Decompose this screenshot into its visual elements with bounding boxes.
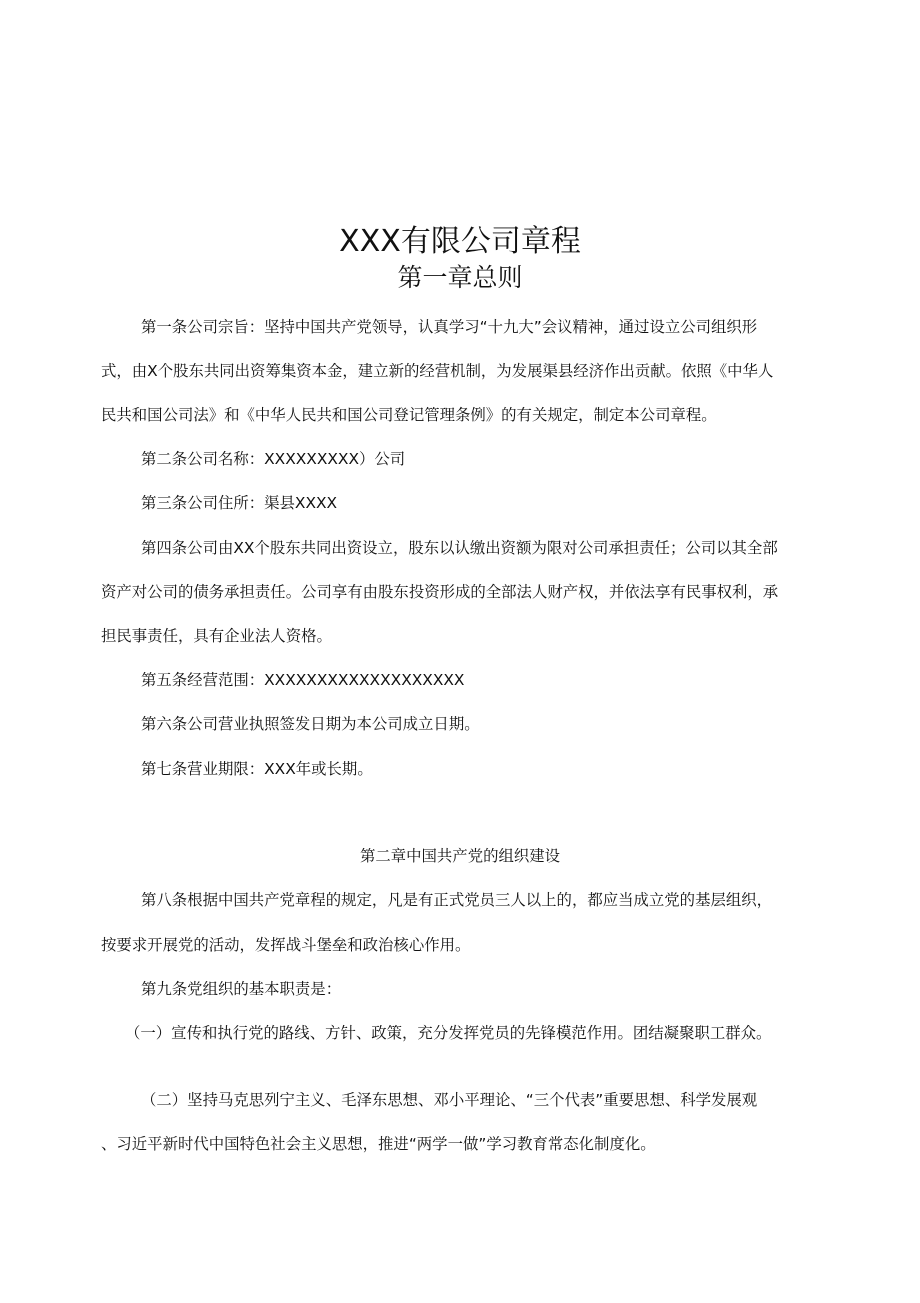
chapter2-heading: 第二章中国共产党的组织建设 xyxy=(359,847,561,865)
article8-line2: 按要求开展党的活动，发挥战斗堡垒和政治核心作用。 xyxy=(101,936,471,954)
duty-item-2-line1: （二）坚持马克思列宁主义、毛泽东思想、邓小平理论、“三个代表”重要思想、科学发展观 xyxy=(141,1091,758,1109)
article7: 第七条营业期限：XXX年或长期。 xyxy=(141,760,373,778)
article5: 第五条经营范围：XXXXXXXXXXXXXXXXXXX xyxy=(141,671,465,689)
article6: 第六条公司营业执照签发日期为本公司成立日期。 xyxy=(141,715,480,733)
article9: 第九条党组织的基本职责是： xyxy=(141,980,342,998)
article1-line2: 式，由X个股东共同出资筹集资本金，建立新的经营机制，为发展渠县经济作出贡献。依照《中华人 xyxy=(101,362,774,380)
chapter1-heading: 第一章总则 xyxy=(397,263,523,292)
duty-item-1: （一）宣传和执行党的路线、方针、政策，充分发挥党员的先锋模范作用。团结凝聚职工群众。 xyxy=(125,1024,772,1042)
document-title: XXX有限公司章程 xyxy=(339,224,581,259)
article1-line3: 民共和国公司法》和《中华人民共和国公司登记管理条例》的有关规定，制定本公司章程。 xyxy=(101,406,717,424)
article3: 第三条公司住所：渠县XXXX xyxy=(141,494,338,512)
article2: 第二条公司名称：XXXXXXXXX）公司 xyxy=(141,450,406,468)
article4-line3: 担民事责任，具有企业法人资格。 xyxy=(101,627,332,645)
article8-line1: 第八条根据中国共产党章程的规定，凡是有正式党员三人以上的，都应当成立党的基层组织， xyxy=(141,891,773,909)
article4-line2: 资产对公司的债务承担责任。公司享有由股东投资形成的全部法人财产权，并依法享有民事权利，承 xyxy=(101,583,779,601)
article4-line1: 第四条公司由XX个股东共同出资设立，股东以认缴出资额为限对公司承担责任；公司以其全部 xyxy=(141,539,778,557)
article1-line1: 第一条公司宗旨：坚持中国共产党领导，认真学习“十九大”会议精神，通过设立公司组织形 xyxy=(141,318,758,336)
duty-item-2-line2: 、习近平新时代中国特色社会主义思想，推进“两学一做”学习教育常态化制度化。 xyxy=(101,1135,656,1153)
